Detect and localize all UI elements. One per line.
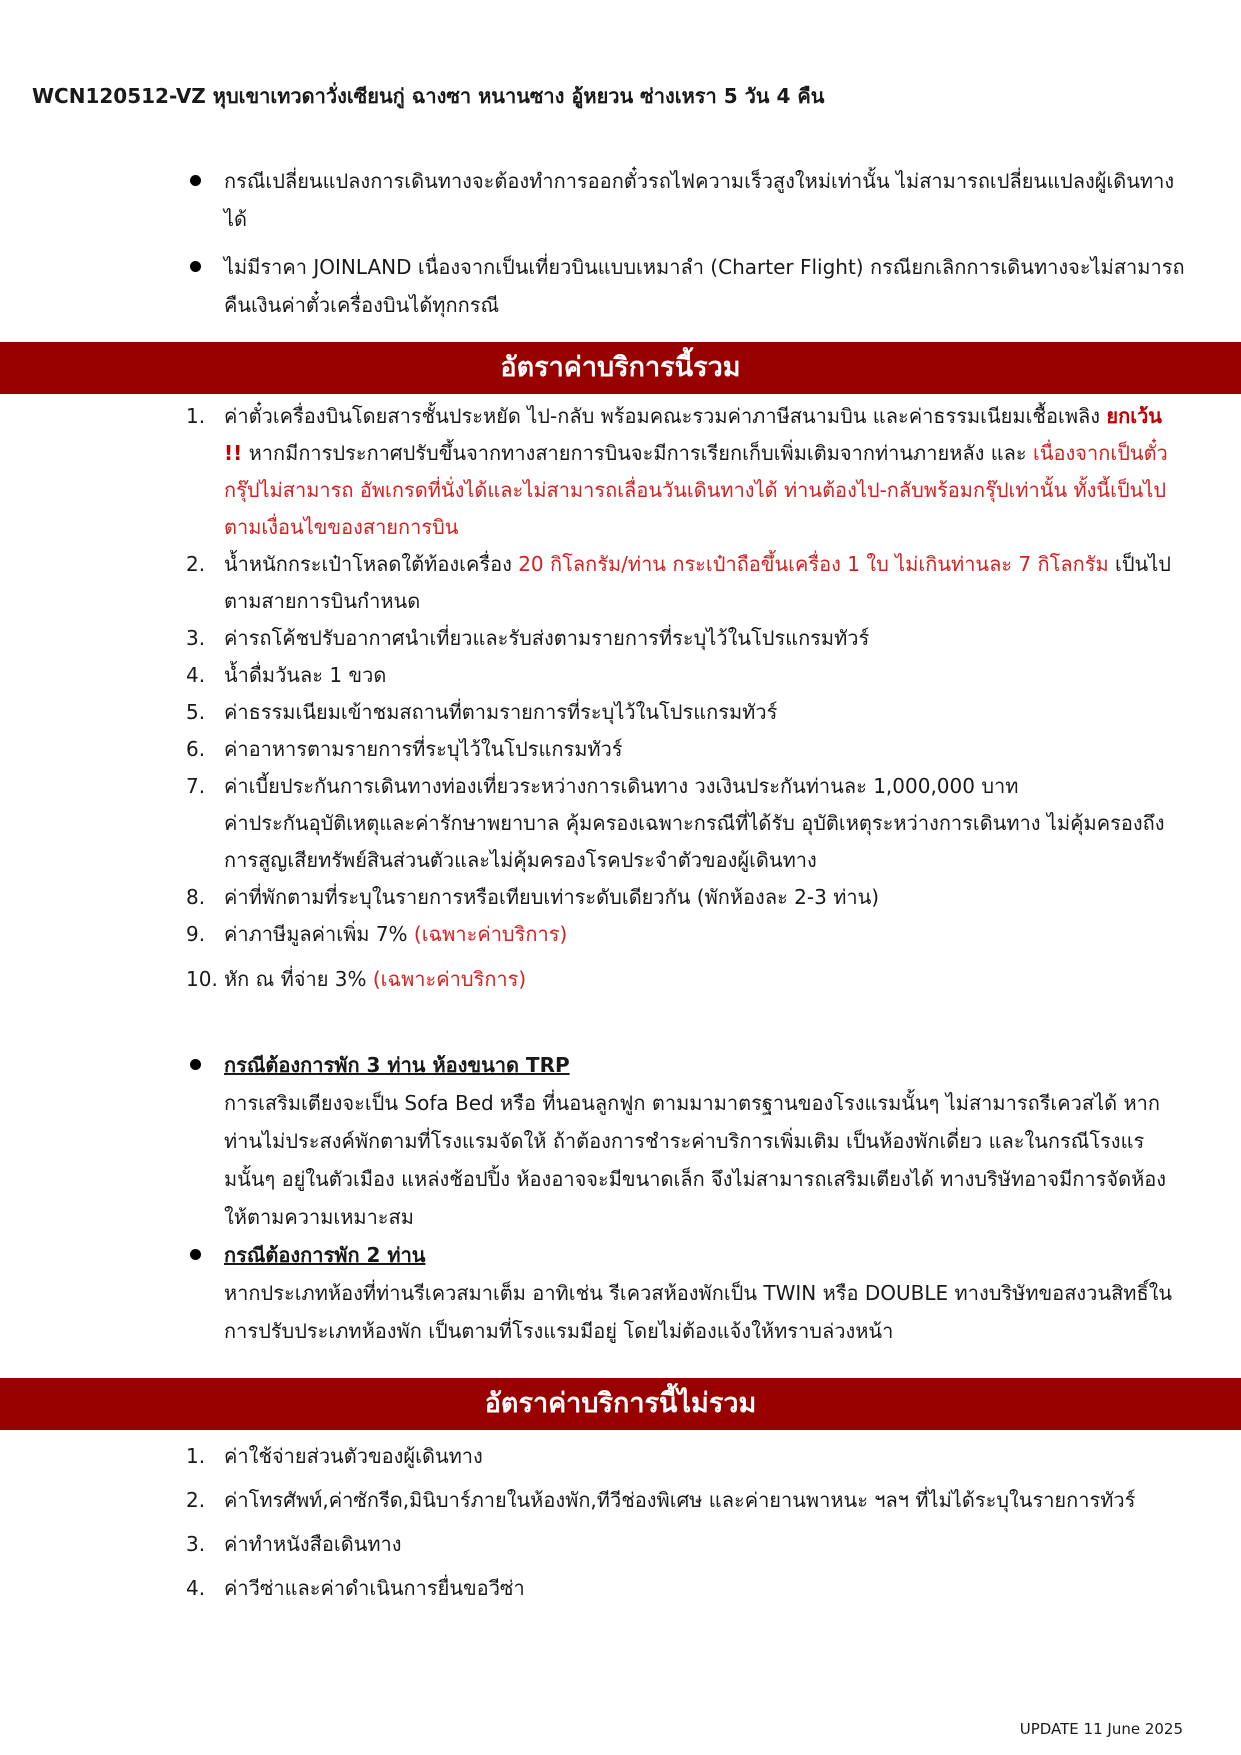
included-item	[186, 961, 1186, 998]
twin-heading: กรณีต้องการพัก 2 ท่าน	[224, 1243, 426, 1267]
item-number: 10.	[186, 967, 218, 991]
included-heading-band	[0, 342, 1241, 394]
included-item	[186, 546, 1186, 620]
item-text: น้ำดื่มวันละ 1 ขวด	[224, 663, 387, 687]
notes-list	[186, 162, 1186, 324]
included-item	[186, 694, 1186, 731]
item-text: น้ำหนักกระเป๋าโหลดใต้ท้องเครื่อง	[224, 552, 519, 576]
document-title: WCN120512-VZ หุบเขาเทวดาวั่งเซียนกู่ ฉางซา หนานซาง อู้หยวน ซ่างเหรา 5 วัน 4 คืน	[32, 84, 825, 108]
item-text: หัก ณ ที่จ่าย 3%	[224, 967, 373, 991]
room-conditions	[186, 1046, 1186, 1350]
item-number: 7.	[186, 774, 206, 798]
excluded-list	[186, 1434, 1186, 1610]
item-number: 4.	[186, 663, 206, 687]
service-only-note: (เฉพาะค่าบริการ)	[413, 922, 568, 946]
bullet-icon	[190, 261, 201, 272]
group-ticket-note: เนื่องจากเป็นตั๋วกรุ๊ปไม่สามารถ อัพเกรดที่นั่งได้และไม่สามารถเลื่อนวันเดินทางได้ ท่านต้องไป-กลับพร้อมกรุ๊ปเท่านั้น ทั้งนี้เป็นไปตามเงื่อนไขของสายการบิน	[224, 441, 1168, 539]
excluded-item	[186, 1522, 1186, 1566]
bullet-icon	[190, 1249, 201, 1260]
note-item	[186, 248, 1186, 324]
item-text: ค่าธรรมเนียมเข้าชมสถานที่ตามรายการที่ระบุไว้ในโปรแกรมทัวร์	[224, 700, 778, 724]
item-number: 2.	[186, 552, 206, 576]
item-text: ค่าตั๋วเครื่องบินโดยสารชั้นประหยัด ไป-กลับ พร้อมคณะรวมค่าภาษีสนามบิน และค่าธรรมเนียมเชื้อเพลิง	[224, 404, 1101, 428]
item-number: 2.	[186, 1488, 206, 1512]
item-number: 4.	[186, 1576, 206, 1600]
room-condition-twin	[186, 1236, 1186, 1350]
note-text: ไม่มีราคา JOINLAND เนื่องจากเป็นเที่ยวบินแบบเหมาลำ (Charter Flight) กรณียกเลิกการเดินทางจะไม่สามารถคืนเงินค่าตั๋วเครื่องบินได้ทุกกรณี	[224, 255, 1185, 317]
excluded-heading: อัตราค่าบริการนี้ไม่รวม	[484, 1388, 757, 1419]
item-text: ค่ารถโค้ชปรับอากาศนำเที่ยวและรับส่งตามรายการที่ระบุไว้ในโปรแกรมทัวร์	[224, 626, 870, 650]
item-number: 1.	[186, 1444, 206, 1468]
item-text: ค่าเบี้ยประกันการเดินทางท่องเที่ยวระหว่างการเดินทาง วงเงินประกันท่านละ 1,000,000 บาท	[224, 774, 1019, 798]
item-number: 6.	[186, 737, 206, 761]
excluded-item	[186, 1478, 1186, 1522]
included-list	[186, 398, 1186, 998]
item-text: ค่าที่พักตามที่ระบุในรายการหรือเทียบเท่าระดับเดียวกัน (พักห้องละ 2-3 ท่าน)	[224, 885, 880, 909]
included-item	[186, 768, 1186, 879]
item-number: 9.	[186, 922, 206, 946]
except-label: ยกเว้น !!	[224, 404, 1162, 465]
room-condition-trp	[186, 1046, 1186, 1236]
included-item	[186, 657, 1186, 694]
trp-heading: กรณีต้องการพัก 3 ท่าน ห้องขนาด TRP	[224, 1053, 570, 1077]
excluded-item	[186, 1434, 1186, 1478]
excluded-heading-band	[0, 1378, 1241, 1430]
bullet-icon	[190, 1059, 201, 1070]
item-text: ค่าโทรศัพท์,ค่าซักรีด,มินิบาร์ภายในห้องพัก,ทีวีช่องพิเศษ และค่ายานพาหนะ ฯลฯ ที่ไม่ได้ระบุในรายการทัวร์	[224, 1488, 1136, 1512]
item-text: ค่าภาษีมูลค่าเพิ่ม 7%	[224, 922, 414, 946]
baggage-allowance: 20 กิโลกรัม/ท่าน กระเป๋าถือขึ้นเครื่อง 1 ใบ ไม่เกินท่านละ 7 กิโลกรัม	[518, 552, 1109, 576]
included-item	[186, 620, 1186, 657]
item-text: ค่าวีซ่าและค่าดำเนินการยื่นขอวีซ่า	[224, 1576, 525, 1600]
note-item	[186, 162, 1186, 238]
service-only-note: (เฉพาะค่าบริการ)	[372, 967, 527, 991]
item-text: ค่าทำหนังสือเดินทาง	[224, 1532, 402, 1556]
item-number: 1.	[186, 404, 206, 428]
trp-text: การเสริมเตียงจะเป็น Sofa Bed หรือ ที่นอนลูกฟูก ตามมามาตรฐานของโรงแรมนั้นๆ ไม่สามารถรีเควสได้ หากท่านไม่ประสงค์พักตามที่โรงแรมจัดให้ ถ้าต้องการชำระค่าบริการเพิ่มเติม เป็นห้องพักเดี่ยว และในกรณีโรงแรมนั้นๆ อยู่ในตัวเมือง แหล่งช้อปปิ้ง ห้องอาจจะมีขนาดเล็ก จึงไม่สามารถเสริมเตียงได้ ทางบริษัทอาจมีการจัดห้องให้ตามความเหมาะสม	[224, 1091, 1167, 1229]
included-item	[186, 398, 1186, 546]
item-number: 8.	[186, 885, 206, 909]
item-number: 5.	[186, 700, 206, 724]
item-text: ค่าอาหารตามรายการที่ระบุไว้ในโปรแกรมทัวร์	[224, 737, 623, 761]
update-date: UPDATE 11 June 2025	[1019, 1720, 1183, 1738]
twin-text: หากประเภทห้องที่ท่านรีเควสมาเต็ม อาทิเช่น รีเควสห้องพักเป็น TWIN หรือ DOUBLE ทางบริษัทขอสงวนสิทธิ์ในการปรับประเภทห้องพัก เป็นตามที่โรงแรมมีอยู่ โดยไม่ต้องแจ้งให้ทราบล่วงหน้า	[224, 1281, 1173, 1343]
item-text: เป็นไปตามสายการบินกำหนด	[224, 552, 1171, 613]
item-text: หากมีการประกาศปรับขึ้นจากทางสายการบินจะมีการเรียกเก็บเพิ่มเติมจากท่านภายหลัง และ	[242, 441, 1027, 465]
included-item	[186, 879, 1186, 916]
item-text: ค่าใช้จ่ายส่วนตัวของผู้เดินทาง	[224, 1444, 483, 1468]
bullet-icon	[190, 175, 201, 186]
note-text: กรณีเปลี่ยนแปลงการเดินทางจะต้องทำการออกตั๋วรถไฟความเร็วสูงใหม่เท่านั้น ไม่สามารถเปลี่ยนแปลงผู้เดินทางได้	[224, 169, 1175, 231]
excluded-item	[186, 1566, 1186, 1610]
included-heading: อัตราค่าบริการนี้รวม	[500, 352, 741, 383]
item-text: ค่าประกันอุบัติเหตุและค่ารักษาพยาบาล คุ้มครองเฉพาะกรณีที่ได้รับ อุบัติเหตุระหว่างการเดินทาง ไม่คุ้มครองถึงการสูญเสียทรัพย์สินส่วนตัวและไม่คุ้มครองโรคประจำตัวของผู้เดินทาง	[224, 811, 1165, 872]
included-item	[186, 731, 1186, 768]
included-item	[186, 916, 1186, 953]
item-number: 3.	[186, 1532, 206, 1556]
item-number: 3.	[186, 626, 206, 650]
